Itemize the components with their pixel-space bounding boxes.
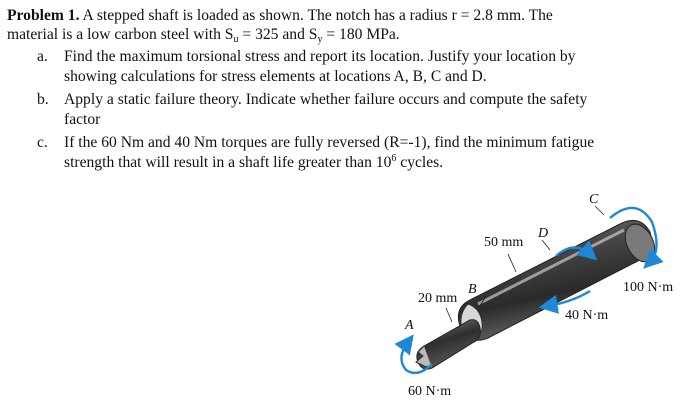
item-b-line-1: Apply a static failure theory. Indicate whether failure occurs and compute the safety <box>64 91 588 108</box>
torque-40-label: 40 N·m <box>565 308 609 323</box>
label-50mm: 50 mm <box>484 235 524 250</box>
item-c-marker: c. <box>37 134 48 151</box>
problem-line-2-mid: = 325 and S <box>238 26 318 43</box>
item-a-marker: a. <box>37 48 48 65</box>
problem-line-2-post: = 180 MPa. <box>322 26 400 43</box>
sub-u: u <box>233 34 239 45</box>
item-c-line-2-post: cycles. <box>396 154 444 171</box>
item-a-line-1: Find the maximum torsional stress and report its location. Justify your location by <box>64 48 576 65</box>
leader-50mm <box>508 254 516 272</box>
item-b-line-2: factor <box>64 111 101 128</box>
label-B: B <box>468 282 477 297</box>
label-C: C <box>589 192 599 207</box>
problem-line-2-pre: material is a low carbon steel with S <box>7 26 234 43</box>
torque-100-label: 100 N·m <box>623 280 674 295</box>
label-A: A <box>405 318 414 333</box>
problem-line-1-text: A stepped shaft is loaded as shown. The notch has a radius r = 2.8 mm. The <box>79 7 553 24</box>
item-a-line-2: showing calculations for stress elements at locations A, B, C and D. <box>64 68 487 85</box>
item-c-exponent: 6 <box>391 153 397 164</box>
item-c-line-2-pre: strength that will result in a shaft life greater than 10 <box>64 154 392 171</box>
sub-y: y <box>317 34 323 45</box>
label-20mm: 20 mm <box>418 291 458 306</box>
leader-20mm <box>446 308 452 322</box>
torque-60-label: 60 N·m <box>408 384 452 399</box>
item-c-line-1: If the 60 Nm and 40 Nm torques are fully reversed (R=-1), find the minimum fatigue <box>64 134 595 151</box>
label-D: D <box>538 226 549 241</box>
problem-heading: Problem 1. <box>7 7 80 24</box>
item-b-marker: b. <box>37 91 49 108</box>
